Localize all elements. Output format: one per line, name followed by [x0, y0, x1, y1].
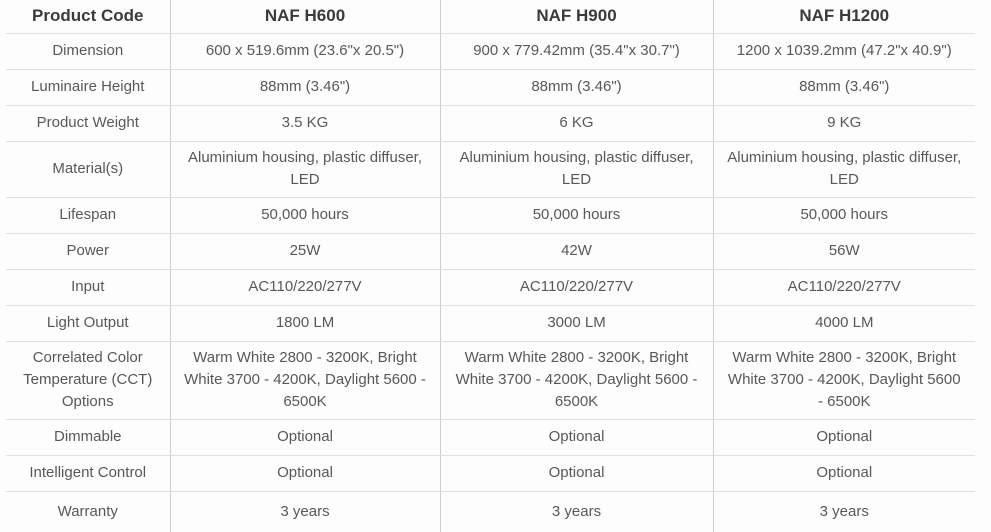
table-row-intelligent-control	[6, 455, 975, 491]
table-row-cct-options	[6, 341, 975, 419]
cell-value: 88mm (3.46")	[713, 69, 975, 105]
row-label: Warranty	[6, 491, 170, 532]
cell-value: 56W	[713, 233, 975, 269]
table-row-power	[6, 233, 975, 269]
row-label: Dimmable	[6, 419, 170, 455]
cell-value: AC110/220/277V	[170, 269, 440, 305]
cell-value: 3.5 KG	[170, 105, 440, 141]
cell-value: 6 KG	[440, 105, 713, 141]
table-row-materials	[6, 141, 975, 197]
table-row-input	[6, 269, 975, 305]
row-label: Dimension	[6, 33, 170, 69]
cell-value: Optional	[170, 455, 440, 491]
row-label: Input	[6, 269, 170, 305]
column-header-product-code: Product Code	[6, 0, 170, 33]
column-header-naf-h900: NAF H900	[440, 0, 713, 33]
cell-value: 3 years	[440, 491, 713, 532]
cell-value: Warm White 2800 - 3200K, Bright White 3700 - 4200K, Daylight 5600 - 6500K	[713, 341, 975, 419]
cell-value: Warm White 2800 - 3200K, Bright White 3700 - 4200K, Daylight 5600 - 6500K	[170, 341, 440, 419]
table-row-dimmable	[6, 419, 975, 455]
cell-value: 9 KG	[713, 105, 975, 141]
cell-value: 4000 LM	[713, 305, 975, 341]
table-row-product-weight	[6, 105, 975, 141]
row-label: Material(s)	[6, 141, 170, 197]
row-label: Correlated Color Temperature (CCT) Options	[6, 341, 170, 419]
cell-value: 600 x 519.6mm (23.6"x 20.5")	[170, 33, 440, 69]
cell-value: 3000 LM	[440, 305, 713, 341]
cell-value: Aluminium housing, plastic diffuser, LED	[713, 141, 975, 197]
cell-value: Optional	[713, 455, 975, 491]
row-label: Product Weight	[6, 105, 170, 141]
table-row-warranty	[6, 491, 975, 532]
cell-value: 1800 LM	[170, 305, 440, 341]
column-header-naf-h1200: NAF H1200	[713, 0, 975, 33]
cell-value: 50,000 hours	[170, 197, 440, 233]
product-spec-table	[6, 0, 975, 532]
cell-value: 3 years	[713, 491, 975, 532]
table-header-row	[6, 0, 975, 33]
cell-value: Warm White 2800 - 3200K, Bright White 3700 - 4200K, Daylight 5600 - 6500K	[440, 341, 713, 419]
table-row-lifespan	[6, 197, 975, 233]
cell-value: Optional	[440, 419, 713, 455]
cell-value: Optional	[713, 419, 975, 455]
cell-value: 50,000 hours	[713, 197, 975, 233]
cell-value: 900 x 779.42mm (35.4"x 30.7")	[440, 33, 713, 69]
row-label: Power	[6, 233, 170, 269]
row-label: Intelligent Control	[6, 455, 170, 491]
cell-value: Optional	[440, 455, 713, 491]
cell-value: 88mm (3.46")	[170, 69, 440, 105]
table-row-dimension	[6, 33, 975, 69]
cell-value: 50,000 hours	[440, 197, 713, 233]
row-label: Light Output	[6, 305, 170, 341]
table-row-light-output	[6, 305, 975, 341]
cell-value: 3 years	[170, 491, 440, 532]
cell-value: AC110/220/277V	[713, 269, 975, 305]
cell-value: 88mm (3.46")	[440, 69, 713, 105]
row-label: Luminaire Height	[6, 69, 170, 105]
cell-value: AC110/220/277V	[440, 269, 713, 305]
row-label: Lifespan	[6, 197, 170, 233]
cell-value: 1200 x 1039.2mm (47.2"x 40.9")	[713, 33, 975, 69]
cell-value: 42W	[440, 233, 713, 269]
table-row-luminaire-height	[6, 69, 975, 105]
cell-value: Aluminium housing, plastic diffuser, LED	[440, 141, 713, 197]
cell-value: Aluminium housing, plastic diffuser, LED	[170, 141, 440, 197]
cell-value: 25W	[170, 233, 440, 269]
column-header-naf-h600: NAF H600	[170, 0, 440, 33]
cell-value: Optional	[170, 419, 440, 455]
